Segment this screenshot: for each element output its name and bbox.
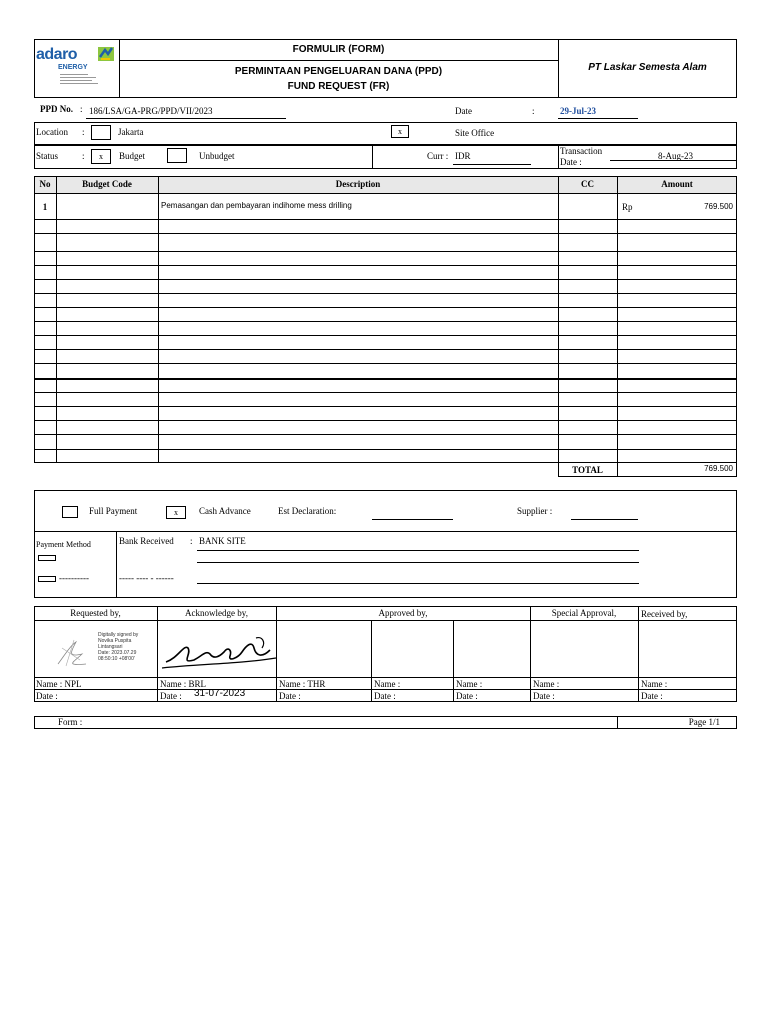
date-colon: : xyxy=(532,106,535,116)
digital-sign-line-4: Date: 2023.07.29 xyxy=(98,650,137,656)
cash-advance-label: Cash Advance xyxy=(199,506,251,516)
total-divider-2 xyxy=(617,462,618,477)
cash-advance-checkbox[interactable]: x xyxy=(166,506,186,519)
table-header-bottom xyxy=(34,193,737,194)
location-site-checkbox[interactable]: x xyxy=(391,125,409,138)
ppd-colon: : xyxy=(80,104,83,114)
transaction-label-2: Date : xyxy=(560,157,582,167)
bank-value[interactable]: BANK SITE xyxy=(199,536,246,546)
approver-2-date: Date : xyxy=(374,691,396,701)
table-row-line xyxy=(34,392,737,393)
table-row-line xyxy=(34,434,737,435)
header-divider-h1 xyxy=(119,60,558,61)
company-name: PT Laskar Semesta Alam xyxy=(588,62,707,73)
th-amount: Amount xyxy=(661,179,693,189)
status-label: Status xyxy=(36,151,59,161)
receiver-name: Name : xyxy=(641,679,668,689)
total-label: TOTAL xyxy=(572,465,603,475)
table-row-line xyxy=(34,219,737,220)
transaction-date-value[interactable]: 8-Aug-23 xyxy=(658,151,693,161)
th-budget-code: Budget Code xyxy=(82,179,132,189)
th-no: No xyxy=(39,179,51,189)
bank-colon: : xyxy=(190,536,193,546)
digital-sign-line-5: 08:50:10 +08'00' xyxy=(98,656,135,662)
payment-method-checkbox-1[interactable] xyxy=(38,555,56,561)
payment-dashes-2: ----- ---- - ------ xyxy=(119,573,174,583)
approval-header-bottom xyxy=(34,620,737,621)
status-unbudget-label: Unbudget xyxy=(199,151,235,161)
date-value[interactable]: 29-Jul-23 xyxy=(560,106,596,116)
table-row-line xyxy=(34,307,737,308)
table-row-line xyxy=(34,279,737,280)
form-title: FORMULIR (FORM) xyxy=(292,44,385,55)
requester-signature-icon xyxy=(52,636,92,672)
logo-brand-text: adaro xyxy=(36,46,78,63)
footer-page: Page 1/1 xyxy=(688,717,720,727)
total-value: 769.500 xyxy=(704,464,733,473)
approval-col-6 xyxy=(638,606,639,702)
approval-col-5 xyxy=(530,606,531,702)
ppd-value[interactable]: 186/LSA/GA-PRG/PPD/VII/2023 xyxy=(89,106,213,116)
digital-signature-block xyxy=(98,632,138,662)
row1-currency: Rp xyxy=(622,202,633,212)
approved-by-label: Approved by, xyxy=(378,608,428,618)
status-divider-1 xyxy=(372,145,373,169)
requested-by-label: Requested by, xyxy=(70,608,121,618)
curr-value[interactable]: IDR xyxy=(455,151,471,161)
table-row-line xyxy=(34,449,737,450)
logo-mark-icon xyxy=(96,45,116,63)
approver-1-date: Date : xyxy=(279,691,301,701)
ppd-title: PERMINTAAN PENGELUARAN DANA (PPD) xyxy=(234,66,443,77)
table-row-line xyxy=(34,420,737,421)
payment-dashes-1: ---------- xyxy=(59,573,89,583)
approval-date-top xyxy=(34,689,737,690)
table-row-line xyxy=(34,349,737,350)
th-description: Description xyxy=(335,179,381,189)
approval-name-top xyxy=(34,677,737,678)
curr-label: Curr : xyxy=(427,151,449,161)
acknowledge-date: Date : xyxy=(160,691,182,701)
th-cc: CC xyxy=(581,179,594,189)
acknowledge-date-written: 31-07-2023 xyxy=(194,688,246,699)
footer-form-label: Form : xyxy=(58,717,83,727)
status-colon: : xyxy=(82,151,85,161)
row1-no: 1 xyxy=(42,202,48,212)
ppd-label: PPD No. xyxy=(40,104,73,114)
adaro-logo xyxy=(36,44,118,94)
approver-2-name: Name : xyxy=(374,679,401,689)
location-site-label: Site Office xyxy=(455,128,495,138)
table-row-line xyxy=(34,265,737,266)
row1-amount[interactable]: 769.500 xyxy=(704,202,733,211)
approval-col-3 xyxy=(371,620,372,702)
date-label: Date xyxy=(455,106,472,116)
table-row-line xyxy=(34,406,737,407)
date-underline xyxy=(558,118,638,119)
special-approval-label: Special Approval, xyxy=(551,608,617,618)
special-approval-name: Name : xyxy=(533,679,560,689)
status-budget-label: Budget xyxy=(119,151,145,161)
fr-title: FUND REQUEST (FR) xyxy=(287,81,390,92)
table-row-line xyxy=(34,251,737,252)
est-declaration-label: Est Declaration: xyxy=(278,506,337,516)
payment-method-label: Payment Method xyxy=(36,540,91,549)
digital-sign-line-2: Novika Puspita xyxy=(98,638,132,644)
est-declaration-underline xyxy=(372,519,453,520)
location-jakarta-checkbox[interactable] xyxy=(91,125,111,140)
supplier-underline xyxy=(571,519,638,520)
bank-underline-2 xyxy=(197,562,639,563)
ppd-underline xyxy=(86,118,286,119)
digital-sign-line-3: Lintangsari xyxy=(98,644,123,650)
table-row-line xyxy=(34,293,737,294)
status-divider-2 xyxy=(558,145,559,169)
location-colon: : xyxy=(82,127,85,137)
logo-sub-text: ENERGY xyxy=(58,64,88,71)
received-by-label: Received by, xyxy=(641,609,688,619)
transaction-underline xyxy=(610,160,737,161)
bank-received-label: Bank Received xyxy=(119,536,174,546)
status-budget-checkbox[interactable]: x xyxy=(91,149,111,164)
footer-divider xyxy=(617,716,618,729)
supplier-label: Supplier : xyxy=(517,506,553,516)
transaction-label-1: Transaction xyxy=(560,146,603,156)
table-row-line xyxy=(34,233,737,234)
approval-col-4 xyxy=(453,620,454,702)
bank-underline-1 xyxy=(197,550,639,551)
table-row-line xyxy=(34,378,737,380)
receiver-date: Date : xyxy=(641,691,663,701)
curr-underline xyxy=(453,164,531,165)
requester-name: Name : NPL xyxy=(36,679,82,689)
table-row-line xyxy=(34,363,737,364)
logo-tagline-lines xyxy=(60,74,100,88)
approver-3-name: Name : xyxy=(456,679,483,689)
approver-3-date: Date : xyxy=(456,691,478,701)
table-row-line xyxy=(34,335,737,336)
acknowledge-signature-icon xyxy=(158,628,278,676)
requester-date: Date : xyxy=(36,691,58,701)
acknowledge-by-label: Acknowledge by, xyxy=(185,608,248,618)
payment-method-divider xyxy=(116,531,117,598)
row1-description[interactable]: Pemasangan dan pembayaran indihome mess drilling xyxy=(161,201,352,210)
status-unbudget-checkbox[interactable] xyxy=(167,148,187,163)
bank-underline-3 xyxy=(197,583,639,584)
digital-sign-line-1: Digitally signed by xyxy=(98,632,139,638)
acknowledge-name: Name : BRL xyxy=(160,679,206,689)
payment-divider xyxy=(34,531,737,532)
full-payment-checkbox[interactable] xyxy=(62,506,78,518)
special-approval-date: Date : xyxy=(533,691,555,701)
location-jakarta-label: Jakarta xyxy=(118,127,144,137)
table-row-line xyxy=(34,321,737,322)
location-label: Location xyxy=(36,127,68,137)
approver-1-name: Name : THR xyxy=(279,679,326,689)
full-payment-label: Full Payment xyxy=(89,506,138,516)
payment-method-checkbox-2[interactable] xyxy=(38,576,56,582)
